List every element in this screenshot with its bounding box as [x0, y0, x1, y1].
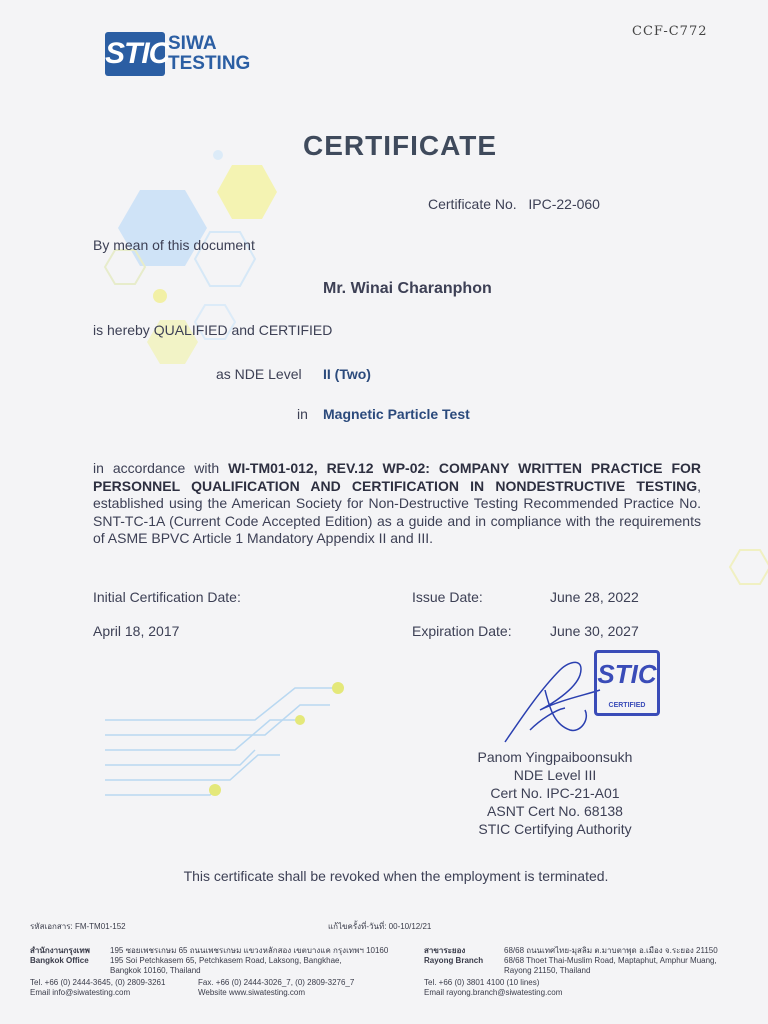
- signatory-asnt: ASNT Cert No. 68138: [487, 803, 623, 819]
- footer-revision: แก้ไขครั้งที่-วันที่: 00-10/12/21: [328, 922, 432, 931]
- rayong-branch-thai: สาขาระยอง: [424, 946, 466, 955]
- footer-rayong-address: [504, 946, 764, 976]
- in-label: in: [297, 406, 308, 422]
- initial-certification-value: April 18, 2017: [93, 623, 180, 639]
- handwritten-reference: CCF-C772: [632, 24, 708, 39]
- level-label: as NDE Level: [216, 366, 302, 382]
- stamp-mark: STIC: [597, 659, 657, 689]
- signature: [490, 650, 610, 750]
- certificate-number: [428, 196, 600, 212]
- stic-certified-stamp: [594, 650, 660, 716]
- footer-bangkok-fax: Fax. +66 (0) 2444-3026_7, (0) 2809-3276_7: [198, 978, 355, 987]
- certificate-title: CERTIFICATE: [302, 130, 498, 161]
- logo-line-siwa: SIWA: [168, 33, 217, 54]
- rayong-address-line2: Rayong 21150, Thailand: [504, 966, 591, 975]
- signatory-name: Panom Yingpaiboonsukh: [477, 749, 633, 765]
- signatory-cert: Cert No. IPC-21-A01: [490, 785, 620, 801]
- bangkok-office-english: Bangkok Office: [30, 956, 89, 965]
- certificate-number-label: Certificate No.: [428, 196, 517, 212]
- bangkok-address-line2: Bangkok 10160, Thailand: [110, 966, 201, 975]
- footer-rayong-branch-label: [424, 946, 504, 966]
- footer-rayong-email: Email rayong.branch@siwatesting.com: [424, 988, 563, 997]
- accordance-rest: , established using the American Society for Non-Destructive Testing Recommended Practice No. SNT-TC-1A (Current Code Accepted Edition) as a guide and in compliance with the requirements of ASME BPVC Article 1 Mandatory Appendix II and III.: [93, 477, 701, 546]
- footer-website: Website www.siwatesting.com: [198, 988, 305, 997]
- rayong-address-thai: 68/68 ถนนเทศไทย-มุสลิม ต.มาบตาพุด อ.เมือง จ.ระยอง 21150: [504, 946, 718, 955]
- rayong-branch-english: Rayong Branch: [424, 956, 484, 965]
- bangkok-office-thai: สำนักงานกรุงเทพ: [30, 946, 90, 955]
- signatory-block: [450, 748, 660, 838]
- issue-date-label: Issue Date:: [412, 589, 483, 605]
- signatory-role: STIC Certifying Authority: [478, 821, 632, 837]
- written-practice-reference: WI-TM01-012, REV.12 WP-02: COMPANY WRITTEN PRACTICE FOR PERSONNEL QUALIFICATION AND CERTIFICATION IN NONDESTRUCTIVE TESTING: [93, 460, 702, 494]
- certificate-number-value: IPC-22-060: [528, 196, 600, 212]
- stic-logo-mark: STIC: [105, 32, 165, 76]
- qualified-text: is hereby QUALIFIED and CERTIFIED: [93, 322, 333, 338]
- rayong-address-line1: 68/68 Thoet Thai-Muslim Road, Maptaphut, Amphur Muang,: [504, 956, 717, 965]
- footer-bangkok-email: Email info@siwatesting.com: [30, 988, 131, 997]
- footer-bangkok-address: [110, 946, 410, 976]
- level-value: II (Two): [323, 366, 371, 382]
- logo-line-testing: TESTING: [168, 53, 251, 74]
- bangkok-address-thai: 195 ซอยเพชรเกษม 65 ถนนเพชรเกษม แขวงหลักสอง เขตบางแค กรุงเทพฯ 10160: [110, 946, 389, 955]
- expiration-date-value: June 30, 2027: [550, 623, 639, 639]
- revocation-note: This certificate shall be revoked when the employment is terminated.: [183, 868, 609, 884]
- initial-certification-label: Initial Certification Date:: [93, 589, 241, 605]
- accordance-paragraph: [93, 460, 701, 548]
- issue-date-value: June 28, 2022: [550, 589, 639, 605]
- footer-bangkok-tel: Tel. +66 (0) 2444-3645, (0) 2809-3261: [30, 978, 166, 987]
- by-mean-text: By mean of this document: [93, 237, 255, 253]
- stamp-subtext: CERTIFIED: [608, 702, 646, 709]
- footer-doc-code: รหัสเอกสาร: FM-TM01-152: [30, 922, 126, 931]
- accordance-prefix: in accordance with: [93, 460, 220, 476]
- company-logo-text: [168, 34, 250, 74]
- person-name: Mr. Winai Charanphon: [323, 280, 492, 297]
- footer-bangkok-office-label: [30, 946, 110, 966]
- expiration-date-label: Expiration Date:: [412, 623, 512, 639]
- bangkok-address-line1: 195 Soi Petchkasem 65, Petchkasem Road, Laksong, Bangkhae,: [110, 956, 342, 965]
- signatory-level: NDE Level III: [513, 767, 597, 783]
- footer-rayong-tel: Tel. +66 (0) 3801 4100 (10 lines): [424, 978, 540, 987]
- method-value: Magnetic Particle Test: [323, 406, 470, 422]
